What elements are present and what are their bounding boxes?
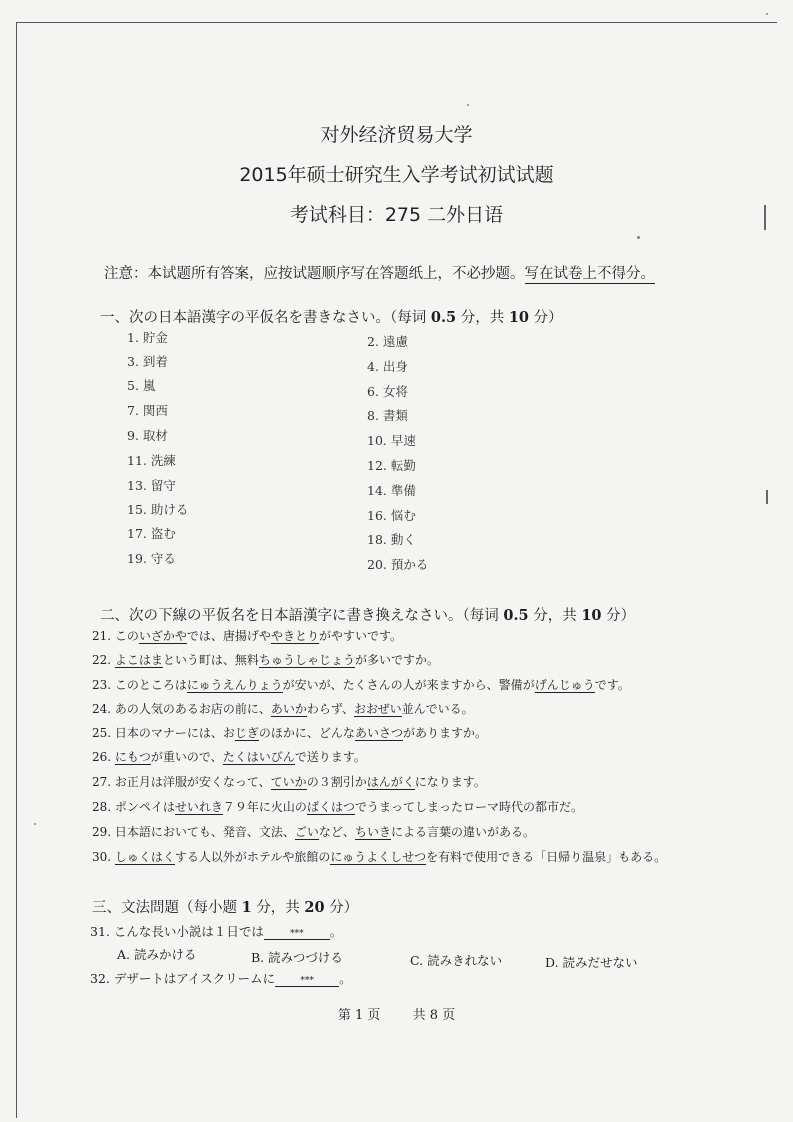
q-text: 21. この: [92, 629, 139, 643]
q-text: という町は、無料: [162, 653, 259, 667]
q-text: する人以外がホテルや旅館の: [174, 850, 331, 864]
underlined-kana: ちいき: [354, 825, 391, 839]
underlined-kana: ちゅうしゃじょう: [258, 653, 355, 667]
exam-notice: [104, 262, 655, 283]
q-text: が多いですか。: [354, 653, 439, 667]
section-1-title-mid: 分，共: [460, 310, 505, 326]
page-number: 第 1 页: [337, 1008, 381, 1023]
q-text: 並んでいる。: [401, 702, 474, 716]
section-2-score-per-item: 0.5: [503, 607, 529, 624]
q-text: です。: [594, 678, 630, 692]
underlined-kana: よこはま: [114, 653, 163, 667]
section-2-title: [100, 604, 635, 625]
q-text: で送ります。: [294, 750, 366, 764]
exam-title: 2015年硕士研究生入学考试初试试题: [239, 164, 554, 186]
question-26: [92, 748, 366, 765]
section-1-score-per-item: 0.5: [430, 309, 457, 326]
vocab-item: 2. 遠慮: [367, 334, 408, 349]
underlined-kana: ていか: [270, 775, 307, 789]
underlined-kana: はんがく: [366, 775, 415, 789]
section-3-title-end: 分）: [329, 900, 359, 916]
vocab-item: 20. 預かる: [367, 557, 429, 572]
underlined-kana: あいか: [270, 702, 307, 716]
section-2-title-text: 二、次の下線の平仮名を日本語漢字に書き換えなさい。（每词: [100, 608, 499, 624]
q-stem: 32. デザートはアイスクリームに: [90, 971, 276, 986]
option-a: A. 読みかける: [117, 947, 197, 962]
q-text: の３割引か: [306, 775, 367, 789]
answer-blank[interactable]: ***: [275, 976, 339, 987]
q-text: が安いが、たくさんの人が来ますから、警備が: [282, 678, 535, 692]
q-text: 24. あの人気のあるお店の前に、: [92, 702, 271, 716]
section-1-title-end: 分）: [533, 310, 563, 326]
q-text: がありますか。: [402, 726, 487, 740]
q-text: 25. 日本のマナーには、お: [92, 726, 235, 740]
q-text: 30.: [92, 850, 115, 864]
section-2-title-end: 分）: [606, 608, 636, 624]
vocab-item: 12. 転勤: [367, 458, 416, 473]
q-text: ７９年に火山の: [222, 800, 307, 814]
q-text: による言葉の違いがある。: [390, 825, 535, 839]
section-1-title: [100, 306, 563, 327]
scan-speck: [34, 823, 36, 825]
section-2-title-mid: 分，共: [533, 608, 577, 624]
vocab-item: 17. 盗む: [127, 526, 176, 541]
option-b: B. 読みつづける: [251, 950, 343, 965]
vocab-item: 1. 貯金: [127, 330, 168, 345]
q-text: 29. 日本語においても、発音、文法、: [92, 825, 295, 839]
vocab-item: 19. 守る: [127, 551, 176, 566]
question-23: [92, 676, 630, 693]
vocab-item: 6. 女将: [367, 384, 408, 399]
question-30: [92, 848, 666, 865]
question-22: [92, 651, 439, 668]
underlined-kana: いざかや: [138, 629, 187, 643]
question-28: [92, 798, 583, 815]
question-27: [92, 773, 486, 790]
vocab-item: 3. 到着: [127, 354, 168, 369]
exam-subject: 考试科目：275 二外日语: [289, 204, 504, 226]
vocab-item: 14. 準備: [367, 483, 416, 498]
q-text: が重いので、: [150, 750, 223, 764]
underlined-kana: げんじゅう: [534, 678, 595, 692]
page-total: 共 8 页: [412, 1008, 456, 1023]
q-text: になります。: [414, 775, 486, 789]
underlined-kana: おおぜい: [353, 702, 402, 716]
underlined-kana: にゅうよくしせつ: [330, 850, 427, 864]
section-1-score-total: 10: [508, 309, 529, 326]
section-3-title: [92, 896, 358, 917]
q-text: のほかに、どんな: [258, 726, 355, 740]
underlined-kana: せいれき: [174, 800, 223, 814]
section-3-title-mid: 分，共: [256, 900, 300, 916]
question-24: [92, 700, 474, 717]
section-3-score-total: 20: [304, 899, 325, 916]
q-text: でうまってしまったローマ時代の都市だ。: [354, 800, 583, 814]
q-text: など、: [318, 825, 355, 839]
q-end: 。: [329, 924, 343, 939]
vocab-item: 16. 悩む: [367, 508, 416, 523]
underlined-kana: ごい: [294, 825, 319, 839]
question-31: [90, 922, 342, 940]
vocab-item: 7. 関西: [127, 403, 168, 418]
underlined-kana: あいさつ: [354, 726, 403, 740]
question-32: [90, 969, 352, 987]
vocab-item: 10. 早速: [367, 433, 416, 448]
university-title: 对外经济贸易大学: [320, 124, 473, 146]
underlined-kana: やきとり: [270, 629, 319, 643]
question-21: [92, 627, 402, 644]
vocab-item: 4. 出身: [367, 359, 408, 374]
scan-speck: [766, 13, 768, 15]
notice-text: 注意：本试题所有答案，应按试题顺序写在答题纸上，不必抄题。: [104, 266, 525, 282]
option-d: D. 読みだせない: [545, 955, 638, 970]
q-text: 22.: [92, 653, 115, 667]
vocab-item: 11. 洗練: [127, 453, 176, 468]
scan-mark: [766, 490, 768, 504]
notice-emphasis: 写在试卷上不得分。: [524, 266, 655, 282]
q-text: 28. ポンペイは: [92, 800, 175, 814]
vocab-item: 8. 書類: [367, 408, 408, 423]
q-end: 。: [339, 971, 352, 986]
answer-blank[interactable]: ***: [264, 929, 330, 940]
option-c: C. 読みきれない: [410, 953, 503, 968]
underlined-kana: たくはいびん: [222, 750, 295, 764]
underlined-kana: ばくはつ: [306, 800, 355, 814]
vocab-item: 5. 嵐: [127, 378, 156, 393]
vocab-item: 18. 動く: [367, 532, 416, 547]
scan-speck: [637, 236, 640, 239]
q-text: 23. このところは: [92, 678, 187, 692]
question-29: [92, 823, 535, 840]
page-footer: [0, 1004, 793, 1023]
underlined-kana: じぎ: [234, 726, 259, 740]
vocab-item: 13. 留守: [127, 478, 176, 493]
q-text: では、唐揚げや: [186, 629, 271, 643]
vocab-item: 15. 助ける: [127, 502, 189, 517]
scan-speck: [467, 104, 469, 106]
q-stem: 31. こんな長い小説は１日では: [90, 924, 264, 939]
underlined-kana: にもつ: [114, 750, 151, 764]
underlined-kana: しゅくはく: [114, 850, 175, 864]
section-3-title-text: 三、文法問題（每小题: [92, 900, 237, 916]
vocab-item: 9. 取材: [127, 428, 168, 443]
underlined-kana: にゅうえんりょう: [186, 678, 283, 692]
section-3-score-per-item: 1: [241, 899, 252, 916]
q-text: 27. お正月は洋服が安くなって、: [92, 775, 271, 789]
q-text: わらず、: [306, 702, 354, 716]
section-2-score-total: 10: [581, 607, 602, 624]
section-1-title-text: 一、次の日本語漢字の平仮名を書きなさい。（每词: [100, 310, 427, 326]
q-text: 26.: [92, 750, 115, 764]
q-text: がやすいです。: [318, 629, 402, 643]
question-25: [92, 724, 487, 741]
q-text: を有料で使用できる「日帰り温泉」もある。: [426, 850, 667, 864]
